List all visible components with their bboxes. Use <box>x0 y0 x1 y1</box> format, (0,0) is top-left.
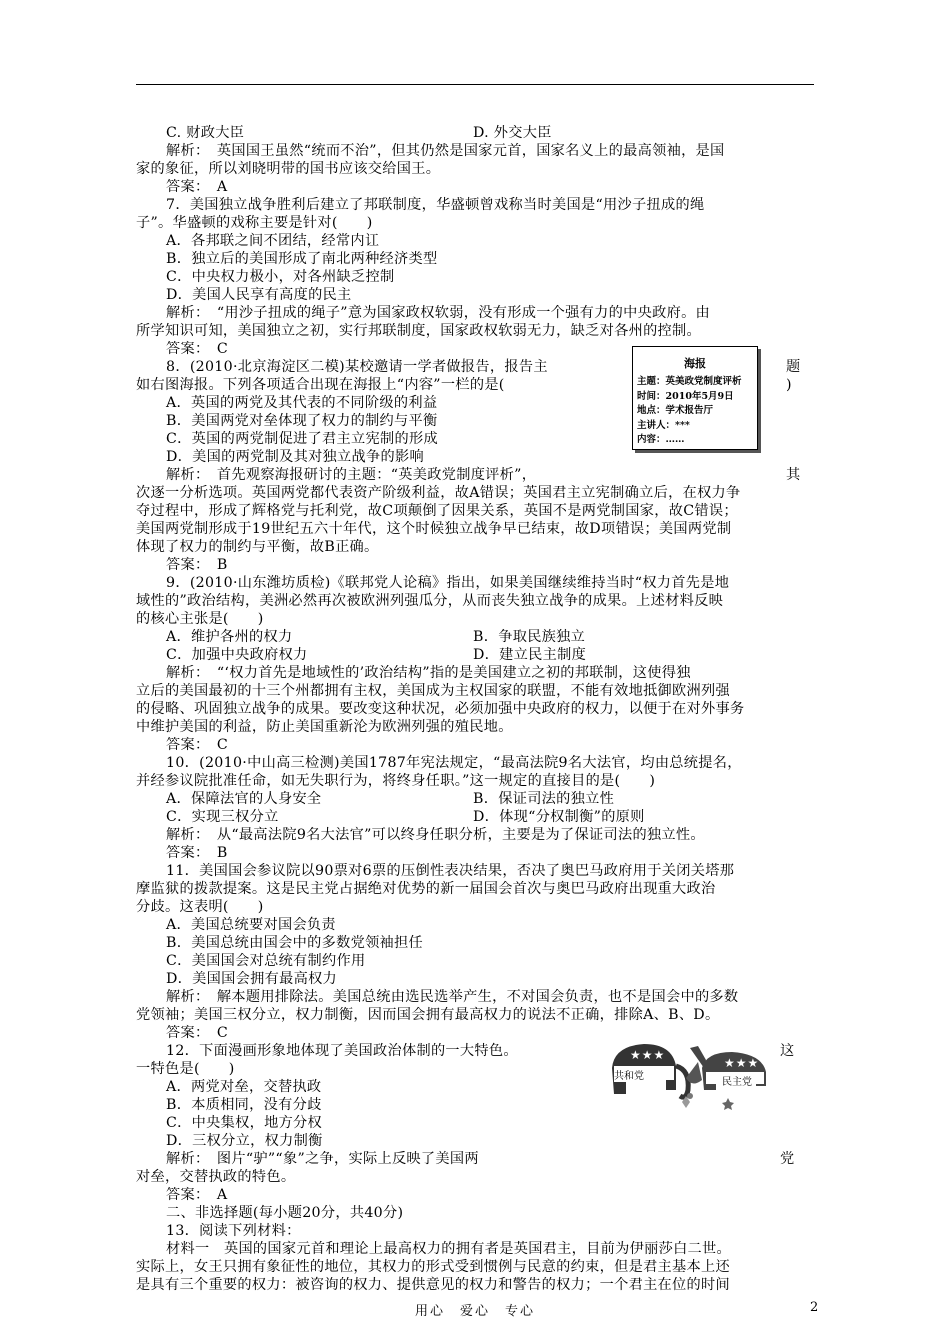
text-line: 材料一 英国的国家元首和理论上最高权力的拥有者是英国君主，目前为伊丽莎白二世。 <box>166 1241 732 1257</box>
page-footer: 用心 爱心 专心 <box>414 1304 535 1319</box>
text-line: 次逐一分析选项。英国两党都代表资产阶级利益，故A错误；英国君主立宪制确立后，在权力争 <box>136 485 741 501</box>
text-line: A．各邦联之间不团结，经常内讧 <box>166 233 380 249</box>
text-line: D．美国国会拥有最高权力 <box>166 971 338 987</box>
text-fragment: 党 <box>780 1151 795 1167</box>
text-line: 答案： C <box>166 341 229 357</box>
text-line: 子”。华盛顿的戏称主要是针对( ) <box>136 215 373 231</box>
poster-line: 主讲人：*** <box>637 419 690 431</box>
text-line: 答案： B <box>166 845 228 861</box>
text-line: 答案： C <box>166 737 229 753</box>
text-line: 答案： A <box>166 179 228 195</box>
text-line: 夺过程中，形成了辉格党与托利党，故C项颠倒了因果关系，英国不是两党制国家，故C错误； <box>136 503 738 519</box>
political-cartoon <box>606 1038 774 1112</box>
text-line: D．美国的两党制及其对独立战争的影响 <box>166 449 424 465</box>
text-line: C．实现三权分立 <box>166 809 279 825</box>
text-line: B．争取民族独立 <box>473 629 586 645</box>
donkey-stars: ★★★ <box>724 1056 760 1070</box>
text-line: C．加强中央政府权力 <box>166 647 308 663</box>
text-fragment: 其 <box>786 467 801 483</box>
text-line: A．英国的两党及其代表的不同阶级的利益 <box>166 395 438 411</box>
text-line: 体现了权力的制约与平衡，故B正确。 <box>136 539 379 555</box>
text-line: 的核心主张是( ) <box>136 611 264 627</box>
text-line: 答案： A <box>166 1187 228 1203</box>
text-line: B．保证司法的独立性 <box>473 791 615 807</box>
text-line: C. 财政大臣 <box>166 125 245 141</box>
text-line: 答案： B <box>166 557 228 573</box>
text-line: 解析： 从“最高法院9名大法官”可以终身任职分析，主要是为了保证司法的独立性。 <box>166 827 705 843</box>
header-rule <box>136 84 814 85</box>
text-line: 一特色是( ) <box>136 1061 235 1077</box>
text-line: 解析： “用沙子扭成的绳子”意为国家政权软弱，没有形成一个强有力的中央政府。由 <box>166 305 711 321</box>
text-line: 美国两党制形成于19世纪五六十年代，这个时候独立战争早已结束，故D项错误；美国两党制 <box>136 521 732 537</box>
democrat-label: 民主党 <box>722 1073 752 1088</box>
text-line: B．独立后的美国形成了南北两种经济类型 <box>166 251 438 267</box>
text-line: A．保障法官的人身安全 <box>166 791 322 807</box>
text-line: 摩监狱的拨款提案。这是民主党占据绝对优势的新一届国会首次与奥巴马政府出现重大政治 <box>136 881 716 897</box>
text-line: 12．下面漫画形象地体现了美国政治体制的一大特色。 <box>166 1043 518 1059</box>
text-line: 二、非选择题(每小题20分，共40分) <box>166 1205 404 1221</box>
text-line: 立后的美国最初的十三个州都拥有主权，美国成为主权国家的联盟，不能有效地抵御欧洲列强 <box>136 683 730 699</box>
republican-label: 共和党 <box>614 1067 644 1082</box>
text-fragment: 题 <box>786 359 801 375</box>
poster-figure <box>632 346 758 450</box>
text-line: C．美国国会对总统有制约作用 <box>166 953 366 969</box>
text-line: 如右图海报。下列各项适合出现在海报上“内容”一栏的是( <box>136 377 505 393</box>
text-line: A．维护各州的权力 <box>166 629 293 645</box>
text-line: B．美国总统由国会中的多数党领袖担任 <box>166 935 424 951</box>
text-line: 是具有三个重要的权力：被咨询的权力、提供意见的权力和警告的权力；一个君主在位的时间 <box>136 1277 730 1293</box>
text-line: D. 外交大臣 <box>473 125 552 141</box>
text-line: A．两党对垒，交替执政 <box>166 1079 322 1095</box>
text-line: 10．(2010·中山高三检测)美国1787年宪法规定，“最高法院9名大法官，均由总统提名， <box>166 755 742 771</box>
text-line: 党领袖；美国三权分立，权力制衡，因而国会拥有最高权力的说法不正确，排除A、B、D。 <box>136 1007 720 1023</box>
text-line: 8．(2010·北京海淀区二模)某校邀请一学者做报告，报告主 <box>166 359 548 375</box>
text-line: 解析： 图片“驴”“象”之争，实际上反映了美国两 <box>166 1151 479 1167</box>
text-line: 答案： C <box>166 1025 229 1041</box>
poster-lines <box>633 375 757 448</box>
text-line: B．美国两党对垒体现了权力的制约与平衡 <box>166 413 438 429</box>
text-line: D．三权分立，权力制衡 <box>166 1133 323 1149</box>
text-fragment: ) <box>786 377 792 393</box>
text-line: 中维护美国的利益，防止美国重新沦为欧洲列强的殖民地。 <box>136 719 513 735</box>
text-line: 9．(2010·山东潍坊质检)《联邦党人论稿》指出，如果美国继续维持当时“权力首先是地 <box>166 575 730 591</box>
text-line: 家的象征，所以刘晓明带的国书应该交给国王。 <box>136 161 441 177</box>
text-fragment: 这 <box>780 1043 795 1059</box>
text-line: 解析： 英国国王虽然“统而不治”，但其仍然是国家元首，国家名义上的最高领袖，是国 <box>166 143 725 159</box>
text-line: D．体现“分权制衡”的原则 <box>473 809 645 825</box>
text-line: 7．美国独立战争胜利后建立了邦联制度，华盛顿曾戏称当时美国是“用沙子扭成的绳 <box>166 197 705 213</box>
text-line: 实际上，女王只拥有象征性的地位，其权力的形式受到惯例与民意的约束，但是君主基本上还 <box>136 1259 730 1275</box>
text-line: C．中央权力极小，对各州缺乏控制 <box>166 269 395 285</box>
poster-line: 时间：2010年5月9日 <box>637 390 734 402</box>
text-line: 13．阅读下列材料： <box>166 1223 301 1239</box>
text-line: 分歧。这表明( ) <box>136 899 264 915</box>
text-line: 解析： 解本题用排除法。美国总统由选民选举产生，不对国会负责，也不是国会中的多数 <box>166 989 739 1005</box>
elephant-stars: ★★★ <box>630 1048 666 1062</box>
text-line: 解析： 首先观察海报研讨的主题：“英美政党制度评析”， <box>166 467 537 483</box>
text-line: C．英国的两党制促进了君主立宪制的形成 <box>166 431 438 447</box>
poster-title: 海报 <box>684 357 706 370</box>
page-number: 2 <box>810 1300 819 1315</box>
text-line: 所学知识可知，美国独立之初，实行邦联制度，国家政权软弱无力，缺乏对各州的控制。 <box>136 323 702 339</box>
text-line: C．中央集权，地方分权 <box>166 1115 323 1131</box>
text-line: D．建立民主制度 <box>473 647 587 663</box>
text-line: 的侵略、巩固独立战争的成果。要改变这种状况，必须加强中央政府的权力，以便于在对外事务 <box>136 701 745 717</box>
text-line: 解析： “‘权力首先是地域性的’政治结构”指的是美国建立之初的邦联制，这使得独 <box>166 665 691 681</box>
text-line: 域性的”政治结构，美洲必然再次被欧洲列强瓜分，从而丧失独立战争的成果。上述材料反映 <box>136 593 724 609</box>
text-line: 11．美国国会参议院以90票对6票的压倒性表决结果，否决了奥巴马政府用于关闭关塔那 <box>166 863 735 879</box>
text-line: 对垒，交替执政的特色。 <box>136 1169 296 1185</box>
poster-line: 地点：学术报告厅 <box>637 405 714 416</box>
text-line: A．美国总统要对国会负责 <box>166 917 336 933</box>
poster-line: 主题：英美政党制度评析 <box>637 376 742 387</box>
text-line: D．美国人民享有高度的民主 <box>166 287 352 303</box>
text-line: 并经参议院批准任命，如无失职行为，将终身任职。”这一规定的直接目的是( ) <box>136 773 656 789</box>
text-line: B．本质相同，没有分歧 <box>166 1097 322 1113</box>
poster-line: 内容：…… <box>637 434 685 445</box>
